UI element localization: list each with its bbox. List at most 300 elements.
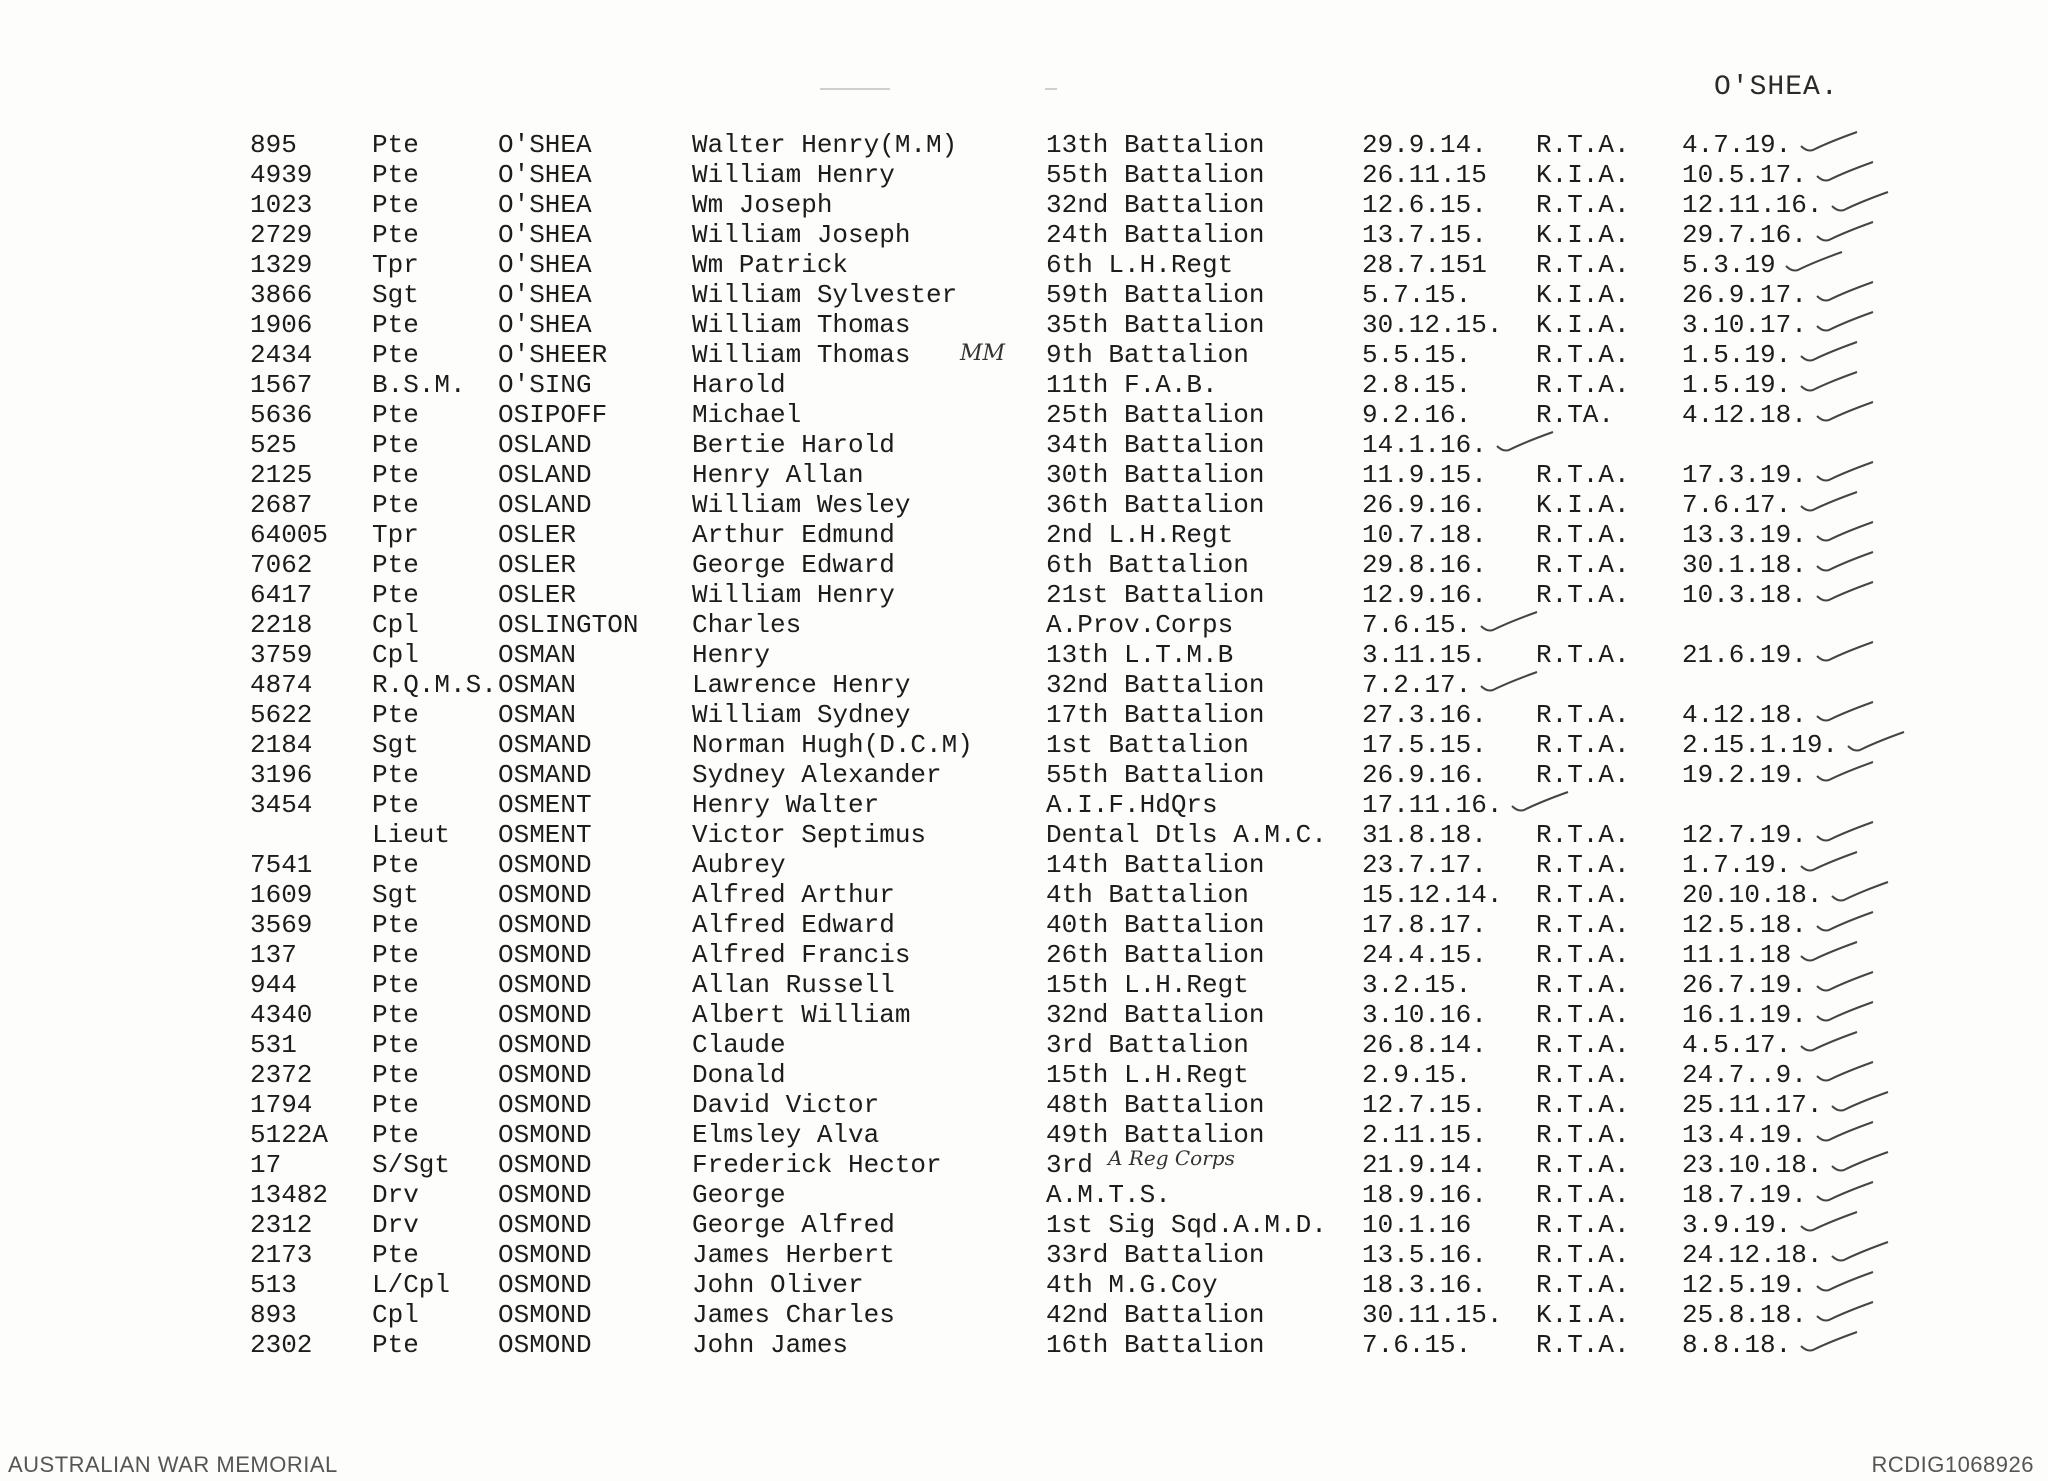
cell-fate: R.T.A. bbox=[1536, 1180, 1630, 1210]
checkmark-icon bbox=[1815, 760, 1875, 784]
cell-rank: Pte bbox=[372, 430, 419, 460]
checkmark-icon bbox=[1815, 460, 1875, 484]
cell-fate: K.I.A. bbox=[1536, 310, 1630, 340]
cell-return-date: 1.7.19. bbox=[1682, 850, 1792, 880]
cell-surname: O'SHEA bbox=[498, 190, 592, 220]
table-row bbox=[250, 610, 1950, 640]
cell-enlistment-date: 26.9.16. bbox=[1362, 760, 1487, 790]
table-row bbox=[250, 490, 1950, 520]
checkmark-icon bbox=[1815, 1180, 1875, 1204]
cell-enlistment-date: 9.2.16. bbox=[1362, 400, 1472, 430]
table-row bbox=[250, 430, 1950, 460]
cell-unit: 13th Battalion bbox=[1046, 130, 1265, 160]
cell-return-date: 23.10.18. bbox=[1682, 1150, 1823, 1180]
cell-unit: 59th Battalion bbox=[1046, 280, 1265, 310]
cell-enlistment-date: 12.6.15. bbox=[1362, 190, 1487, 220]
cell-given-names: Walter Henry(M.M) bbox=[692, 130, 958, 160]
cell-enlistment-date: 15.12.14. bbox=[1362, 880, 1503, 910]
checkmark-icon bbox=[1815, 400, 1875, 424]
footer-institution: AUSTRALIAN WAR MEMORIAL bbox=[8, 1452, 338, 1477]
table-row bbox=[250, 1090, 1950, 1120]
cell-surname: OSMOND bbox=[498, 1330, 592, 1360]
cell-return-date: 12.5.19. bbox=[1682, 1270, 1807, 1300]
cell-return-date: 30.1.18. bbox=[1682, 550, 1807, 580]
checkmark-icon bbox=[1830, 190, 1890, 214]
table-row bbox=[250, 1180, 1950, 1210]
cell-return-date: 1.5.19. bbox=[1682, 370, 1792, 400]
cell-surname: O'SHEA bbox=[498, 310, 592, 340]
cell-given-names: Henry Allan bbox=[692, 460, 864, 490]
cell-rank: Cpl bbox=[372, 640, 419, 670]
cell-surname: OSMOND bbox=[498, 1030, 592, 1060]
cell-fate: R.T.A. bbox=[1536, 850, 1630, 880]
table-row bbox=[250, 880, 1950, 910]
cell-enlistment-date: 7.2.17. bbox=[1362, 670, 1472, 700]
cell-unit: 3rd bbox=[1046, 1150, 1093, 1180]
cell-fate: R.T.A. bbox=[1536, 460, 1630, 490]
cell-surname: OSMENT bbox=[498, 820, 592, 850]
cell-given-names: George bbox=[692, 1180, 786, 1210]
cell-given-names: Alfred Edward bbox=[692, 910, 895, 940]
cell-enlistment-date: 3.2.15. bbox=[1362, 970, 1472, 1000]
cell-surname: OSLER bbox=[498, 580, 577, 610]
cell-service-number: 2729 bbox=[250, 220, 313, 250]
table-row bbox=[250, 940, 1950, 970]
cell-given-names: George Edward bbox=[692, 550, 895, 580]
cell-unit: 1st Sig Sqd.A.M.D. bbox=[1046, 1210, 1327, 1240]
cell-unit: 26th Battalion bbox=[1046, 940, 1265, 970]
checkmark-icon bbox=[1815, 1120, 1875, 1144]
cell-service-number: 2173 bbox=[250, 1240, 313, 1270]
cell-surname: O'SHEA bbox=[498, 130, 592, 160]
checkmark-icon bbox=[1799, 340, 1859, 364]
cell-given-names: Wm Joseph bbox=[692, 190, 833, 220]
cell-fate: R.T.A. bbox=[1536, 1330, 1630, 1360]
cell-rank: Pte bbox=[372, 1060, 419, 1090]
cell-surname: OSLAND bbox=[498, 490, 592, 520]
cell-unit: 4th M.G.Coy bbox=[1046, 1270, 1218, 1300]
cell-return-date: 17.3.19. bbox=[1682, 460, 1807, 490]
checkmark-icon bbox=[1799, 370, 1859, 394]
cell-service-number: 2184 bbox=[250, 730, 313, 760]
cell-return-date: 7.6.17. bbox=[1682, 490, 1792, 520]
cell-rank: Pte bbox=[372, 760, 419, 790]
cell-unit: 32nd Battalion bbox=[1046, 1000, 1265, 1030]
cell-given-names: George Alfred bbox=[692, 1210, 895, 1240]
table-row bbox=[250, 250, 1950, 280]
cell-fate: R.T.A. bbox=[1536, 1060, 1630, 1090]
table-row bbox=[250, 730, 1950, 760]
cell-service-number: 4939 bbox=[250, 160, 313, 190]
cell-return-date: 10.5.17. bbox=[1682, 160, 1807, 190]
cell-enlistment-date: 17.11.16. bbox=[1362, 790, 1503, 820]
cell-service-number: 3866 bbox=[250, 280, 313, 310]
table-row bbox=[250, 700, 1950, 730]
cell-surname: OSMOND bbox=[498, 1180, 592, 1210]
cell-return-date: 16.1.19. bbox=[1682, 1000, 1807, 1030]
cell-service-number: 3196 bbox=[250, 760, 313, 790]
table-row bbox=[250, 160, 1950, 190]
cell-service-number: 5636 bbox=[250, 400, 313, 430]
cell-surname: OSMOND bbox=[498, 970, 592, 1000]
cell-given-names: William Joseph bbox=[692, 220, 911, 250]
cell-unit: 16th Battalion bbox=[1046, 1330, 1265, 1360]
cell-unit: 17th Battalion bbox=[1046, 700, 1265, 730]
checkmark-icon bbox=[1846, 730, 1906, 754]
table-row bbox=[250, 1270, 1950, 1300]
cell-given-names: Allan Russell bbox=[692, 970, 895, 1000]
cell-fate: R.T.A. bbox=[1536, 880, 1630, 910]
cell-return-date: 13.3.19. bbox=[1682, 520, 1807, 550]
cell-given-names: Henry Walter bbox=[692, 790, 880, 820]
cell-rank: Pte bbox=[372, 850, 419, 880]
cell-unit: A.I.F.HdQrs bbox=[1046, 790, 1218, 820]
cell-fate: R.T.A. bbox=[1536, 550, 1630, 580]
cell-enlistment-date: 28.7.151 bbox=[1362, 250, 1487, 280]
cell-unit: 15th L.H.Regt bbox=[1046, 1060, 1249, 1090]
cell-given-names: John James bbox=[692, 1330, 849, 1360]
scan-smudge bbox=[1045, 88, 1057, 90]
cell-rank: Drv bbox=[372, 1210, 419, 1240]
cell-fate: K.I.A. bbox=[1536, 1300, 1630, 1330]
cell-rank: Pte bbox=[372, 580, 419, 610]
cell-return-date: 21.6.19. bbox=[1682, 640, 1807, 670]
cell-fate: R.T.A. bbox=[1536, 1210, 1630, 1240]
cell-unit: 33rd Battalion bbox=[1046, 1240, 1265, 1270]
cell-unit: 48th Battalion bbox=[1046, 1090, 1265, 1120]
cell-rank: Sgt bbox=[372, 880, 419, 910]
cell-fate: R.T.A. bbox=[1536, 580, 1630, 610]
cell-return-date: 4.7.19. bbox=[1682, 130, 1792, 160]
handwritten-mm-note: MM bbox=[960, 341, 1006, 366]
cell-service-number: 2125 bbox=[250, 460, 313, 490]
cell-rank: Pte bbox=[372, 400, 419, 430]
cell-fate: K.I.A. bbox=[1536, 490, 1630, 520]
cell-enlistment-date: 7.6.15. bbox=[1362, 1330, 1472, 1360]
checkmark-icon bbox=[1799, 1210, 1859, 1234]
cell-given-names: William Henry bbox=[692, 160, 895, 190]
cell-given-names: William Wesley bbox=[692, 490, 911, 520]
cell-unit: Dental Dtls A.M.C. bbox=[1046, 820, 1327, 850]
cell-unit: 24th Battalion bbox=[1046, 220, 1265, 250]
cell-rank: B.S.M. bbox=[372, 370, 466, 400]
cell-fate: R.T.A. bbox=[1536, 940, 1630, 970]
cell-surname: O'SHEA bbox=[498, 220, 592, 250]
table-row bbox=[250, 1120, 1950, 1150]
cell-return-date: 29.7.16. bbox=[1682, 220, 1807, 250]
checkmark-icon bbox=[1815, 1300, 1875, 1324]
checkmark-icon bbox=[1830, 1150, 1890, 1174]
cell-unit: 3rd Battalion bbox=[1046, 1030, 1249, 1060]
handwritten-unit-note: A Reg Corps bbox=[1108, 1146, 1235, 1170]
checkmark-icon bbox=[1495, 430, 1555, 454]
cell-given-names: William Sylvester bbox=[692, 280, 958, 310]
cell-unit: 40th Battalion bbox=[1046, 910, 1265, 940]
cell-rank: Pte bbox=[372, 1030, 419, 1060]
cell-enlistment-date: 18.3.16. bbox=[1362, 1270, 1487, 1300]
cell-fate: R.T.A. bbox=[1536, 700, 1630, 730]
cell-enlistment-date: 10.7.18. bbox=[1362, 520, 1487, 550]
cell-fate: R.T.A. bbox=[1536, 190, 1630, 220]
table-row bbox=[250, 1240, 1950, 1270]
cell-given-names: Arthur Edmund bbox=[692, 520, 895, 550]
cell-return-date: 24.7..9. bbox=[1682, 1060, 1807, 1090]
cell-given-names: Michael bbox=[692, 400, 802, 430]
cell-fate: R.T.A. bbox=[1536, 130, 1630, 160]
cell-service-number: 944 bbox=[250, 970, 297, 1000]
page-title: O'SHEA. bbox=[1714, 72, 1839, 103]
cell-surname: OSMOND bbox=[498, 1000, 592, 1030]
cell-enlistment-date: 13.5.16. bbox=[1362, 1240, 1487, 1270]
checkmark-icon bbox=[1815, 820, 1875, 844]
cell-given-names: Alfred Francis bbox=[692, 940, 911, 970]
cell-service-number: 137 bbox=[250, 940, 297, 970]
scan-smudge bbox=[820, 88, 890, 90]
cell-enlistment-date: 31.8.18. bbox=[1362, 820, 1487, 850]
checkmark-icon bbox=[1815, 550, 1875, 574]
cell-rank: Cpl bbox=[372, 1300, 419, 1330]
cell-unit: 49th Battalion bbox=[1046, 1120, 1265, 1150]
checkmark-icon bbox=[1830, 880, 1890, 904]
cell-surname: OSMOND bbox=[498, 1120, 592, 1150]
checkmark-icon bbox=[1784, 250, 1844, 274]
cell-enlistment-date: 2.11.15. bbox=[1362, 1120, 1487, 1150]
cell-fate: R.T.A. bbox=[1536, 730, 1630, 760]
cell-rank: Cpl bbox=[372, 610, 419, 640]
cell-unit: 32nd Battalion bbox=[1046, 670, 1265, 700]
cell-return-date: 11.1.18 bbox=[1682, 940, 1792, 970]
cell-enlistment-date: 2.9.15. bbox=[1362, 1060, 1472, 1090]
cell-enlistment-date: 24.4.15. bbox=[1362, 940, 1487, 970]
cell-given-names: Wm Patrick bbox=[692, 250, 849, 280]
table-row bbox=[250, 670, 1950, 700]
cell-rank: Pte bbox=[372, 340, 419, 370]
cell-return-date: 13.4.19. bbox=[1682, 1120, 1807, 1150]
cell-enlistment-date: 27.3.16. bbox=[1362, 700, 1487, 730]
cell-enlistment-date: 23.7.17. bbox=[1362, 850, 1487, 880]
cell-surname: OSLINGTON bbox=[498, 610, 639, 640]
checkmark-icon bbox=[1815, 1270, 1875, 1294]
cell-given-names: David Victor bbox=[692, 1090, 880, 1120]
cell-return-date: 12.7.19. bbox=[1682, 820, 1807, 850]
table-row bbox=[250, 130, 1950, 160]
cell-given-names: Bertie Harold bbox=[692, 430, 895, 460]
cell-unit: 9th Battalion bbox=[1046, 340, 1249, 370]
cell-return-date: 25.8.18. bbox=[1682, 1300, 1807, 1330]
cell-unit: 55th Battalion bbox=[1046, 760, 1265, 790]
cell-given-names: Charles bbox=[692, 610, 802, 640]
cell-rank: Pte bbox=[372, 940, 419, 970]
cell-enlistment-date: 17.8.17. bbox=[1362, 910, 1487, 940]
table-row bbox=[250, 520, 1950, 550]
cell-unit: 13th L.T.M.B bbox=[1046, 640, 1234, 670]
table-row bbox=[250, 1330, 1950, 1360]
cell-return-date: 26.9.17. bbox=[1682, 280, 1807, 310]
cell-given-names: James Charles bbox=[692, 1300, 895, 1330]
table-row bbox=[250, 370, 1950, 400]
cell-unit: 30th Battalion bbox=[1046, 460, 1265, 490]
checkmark-icon bbox=[1815, 1060, 1875, 1084]
cell-surname: O'SHEER bbox=[498, 340, 608, 370]
checkmark-icon bbox=[1799, 490, 1859, 514]
cell-given-names: Aubrey bbox=[692, 850, 786, 880]
cell-given-names: Harold bbox=[692, 370, 786, 400]
cell-enlistment-date: 26.8.14. bbox=[1362, 1030, 1487, 1060]
checkmark-icon bbox=[1799, 850, 1859, 874]
checkmark-icon bbox=[1815, 310, 1875, 334]
cell-surname: OSMOND bbox=[498, 1270, 592, 1300]
table-row bbox=[250, 310, 1950, 340]
cell-return-date: 8.8.18. bbox=[1682, 1330, 1792, 1360]
table-row bbox=[250, 1300, 1950, 1330]
checkmark-icon bbox=[1799, 130, 1859, 154]
cell-fate: R.T.A. bbox=[1536, 370, 1630, 400]
cell-surname: OSMAND bbox=[498, 760, 592, 790]
checkmark-icon bbox=[1479, 670, 1539, 694]
table-row bbox=[250, 1060, 1950, 1090]
cell-fate: R.T.A. bbox=[1536, 820, 1630, 850]
cell-rank: Sgt bbox=[372, 280, 419, 310]
cell-return-date: 4.12.18. bbox=[1682, 700, 1807, 730]
cell-return-date: 24.12.18. bbox=[1682, 1240, 1823, 1270]
cell-rank: Pte bbox=[372, 160, 419, 190]
cell-service-number: 1023 bbox=[250, 190, 313, 220]
cell-enlistment-date: 3.11.15. bbox=[1362, 640, 1487, 670]
checkmark-icon bbox=[1799, 1030, 1859, 1054]
cell-return-date: 26.7.19. bbox=[1682, 970, 1807, 1000]
table-row bbox=[250, 760, 1950, 790]
cell-enlistment-date: 12.9.16. bbox=[1362, 580, 1487, 610]
cell-given-names: James Herbert bbox=[692, 1240, 895, 1270]
cell-rank: Pte bbox=[372, 490, 419, 520]
cell-unit: 55th Battalion bbox=[1046, 160, 1265, 190]
cell-surname: OSMOND bbox=[498, 1150, 592, 1180]
table-row bbox=[250, 220, 1950, 250]
cell-surname: OSMENT bbox=[498, 790, 592, 820]
cell-fate: R.T.A. bbox=[1536, 250, 1630, 280]
cell-return-date: 3.9.19. bbox=[1682, 1210, 1792, 1240]
cell-enlistment-date: 14.1.16. bbox=[1362, 430, 1487, 460]
cell-given-names: Sydney Alexander bbox=[692, 760, 942, 790]
cell-unit: 6th L.H.Regt bbox=[1046, 250, 1234, 280]
table-row bbox=[250, 460, 1950, 490]
cell-service-number: 2218 bbox=[250, 610, 313, 640]
cell-service-number: 2372 bbox=[250, 1060, 313, 1090]
cell-enlistment-date: 7.6.15. bbox=[1362, 610, 1472, 640]
cell-given-names: Albert William bbox=[692, 1000, 911, 1030]
table-row bbox=[250, 910, 1950, 940]
cell-service-number: 7541 bbox=[250, 850, 313, 880]
cell-service-number: 1906 bbox=[250, 310, 313, 340]
cell-rank: Pte bbox=[372, 970, 419, 1000]
table-row bbox=[250, 1030, 1950, 1060]
cell-unit: 6th Battalion bbox=[1046, 550, 1249, 580]
cell-service-number: 2434 bbox=[250, 340, 313, 370]
cell-given-names: Donald bbox=[692, 1060, 786, 1090]
cell-enlistment-date: 2.8.15. bbox=[1362, 370, 1472, 400]
cell-fate: R.T.A. bbox=[1536, 640, 1630, 670]
cell-enlistment-date: 5.5.15. bbox=[1362, 340, 1472, 370]
checkmark-icon bbox=[1510, 790, 1570, 814]
cell-surname: O'SHEA bbox=[498, 160, 592, 190]
cell-service-number: 3454 bbox=[250, 790, 313, 820]
table-row bbox=[250, 580, 1950, 610]
cell-return-date: 20.10.18. bbox=[1682, 880, 1823, 910]
cell-unit: 1st Battalion bbox=[1046, 730, 1249, 760]
cell-surname: OSMOND bbox=[498, 850, 592, 880]
cell-fate: R.T.A. bbox=[1536, 1090, 1630, 1120]
table-row bbox=[250, 1150, 1950, 1180]
cell-enlistment-date: 12.7.15. bbox=[1362, 1090, 1487, 1120]
cell-unit: 15th L.H.Regt bbox=[1046, 970, 1249, 1000]
cell-surname: O'SING bbox=[498, 370, 592, 400]
cell-fate: R.TA. bbox=[1536, 400, 1615, 430]
cell-surname: OSMOND bbox=[498, 1240, 592, 1270]
cell-surname: OSMAN bbox=[498, 670, 577, 700]
cell-fate: R.T.A. bbox=[1536, 760, 1630, 790]
cell-surname: OSMAN bbox=[498, 640, 577, 670]
cell-service-number: 2312 bbox=[250, 1210, 313, 1240]
cell-service-number: 1609 bbox=[250, 880, 313, 910]
checkmark-icon bbox=[1815, 1000, 1875, 1024]
cell-fate: R.T.A. bbox=[1536, 970, 1630, 1000]
cell-unit: 2nd L.H.Regt bbox=[1046, 520, 1234, 550]
cell-surname: OSMOND bbox=[498, 940, 592, 970]
cell-given-names: Alfred Arthur bbox=[692, 880, 895, 910]
cell-rank: Pte bbox=[372, 1330, 419, 1360]
records-list bbox=[250, 130, 1950, 1360]
cell-unit: 14th Battalion bbox=[1046, 850, 1265, 880]
table-row bbox=[250, 640, 1950, 670]
cell-surname: OSMOND bbox=[498, 1300, 592, 1330]
cell-fate: R.T.A. bbox=[1536, 910, 1630, 940]
cell-unit: 36th Battalion bbox=[1046, 490, 1265, 520]
cell-given-names: Norman Hugh(D.C.M) bbox=[692, 730, 973, 760]
cell-fate: R.T.A. bbox=[1536, 1120, 1630, 1150]
cell-rank: Lieut bbox=[372, 820, 451, 850]
table-row bbox=[250, 340, 1950, 370]
cell-surname: O'SHEA bbox=[498, 250, 592, 280]
cell-fate: R.T.A. bbox=[1536, 1150, 1630, 1180]
cell-enlistment-date: 26.11.15 bbox=[1362, 160, 1487, 190]
cell-rank: Pte bbox=[372, 460, 419, 490]
cell-surname: OSMOND bbox=[498, 910, 592, 940]
cell-fate: R.T.A. bbox=[1536, 340, 1630, 370]
checkmark-icon bbox=[1815, 280, 1875, 304]
cell-return-date: 3.10.17. bbox=[1682, 310, 1807, 340]
table-row bbox=[250, 1210, 1950, 1240]
cell-return-date: 19.2.19. bbox=[1682, 760, 1807, 790]
cell-rank: Tpr bbox=[372, 250, 419, 280]
cell-rank: L/Cpl bbox=[372, 1270, 451, 1300]
cell-return-date: 12.11.16. bbox=[1682, 190, 1823, 220]
checkmark-icon bbox=[1815, 220, 1875, 244]
checkmark-icon bbox=[1815, 700, 1875, 724]
cell-surname: OSMOND bbox=[498, 1090, 592, 1120]
cell-given-names: William Sydney bbox=[692, 700, 911, 730]
checkmark-icon bbox=[1815, 640, 1875, 664]
checkmark-icon bbox=[1815, 910, 1875, 934]
cell-fate: R.T.A. bbox=[1536, 520, 1630, 550]
cell-surname: OSIPOFF bbox=[498, 400, 608, 430]
cell-rank: Pte bbox=[372, 220, 419, 250]
cell-enlistment-date: 10.1.16 bbox=[1362, 1210, 1472, 1240]
cell-given-names: Victor Septimus bbox=[692, 820, 927, 850]
cell-fate: R.T.A. bbox=[1536, 1270, 1630, 1300]
cell-unit: 35th Battalion bbox=[1046, 310, 1265, 340]
cell-service-number: 5122A bbox=[250, 1120, 329, 1150]
cell-service-number: 5622 bbox=[250, 700, 313, 730]
